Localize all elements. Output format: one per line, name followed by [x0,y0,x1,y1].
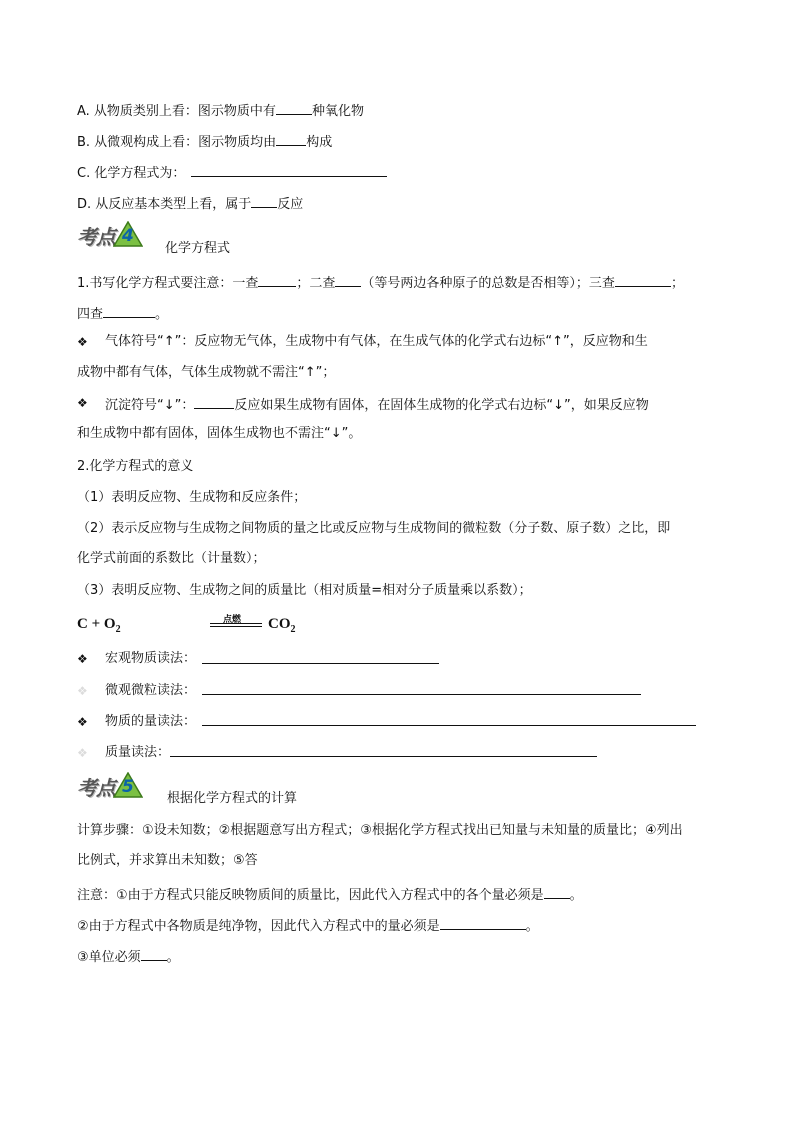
reading-mole-blank[interactable] [202,725,696,726]
note3-blank[interactable] [141,946,167,961]
item1-blank-4[interactable] [103,303,155,318]
item1-line1 [77,272,684,293]
item1-line2-prefix: 四查 [77,307,104,322]
meaning-3: （3）表明反应物、生成物之间的质量比（相对质量=相对分子质量乘以系数）； [77,583,532,598]
option-a [77,100,364,121]
gas-line2: 成物中都有气体，气体生成物就不需注“↑”； [77,365,336,380]
chemical-equation [77,612,296,636]
triangle-badge-icon [113,221,143,247]
section4-badge [77,221,165,247]
note2-prefix: ②由于方程式中各物质是纯净物，因此代入方程式中的量必须是 [77,919,440,934]
option-b-blank[interactable] [276,131,306,146]
note-3 [77,946,180,967]
precip-prefix: 沉淀符号“↓”： [105,398,195,413]
equation-left: $C + O_2$ [77,616,121,635]
option-a-suffix: 种氧化物 [311,104,364,119]
precip-blank[interactable] [194,394,234,409]
reading-macro-label: 宏观物质读法： [105,651,197,666]
steps-line2: 比例式，并求算出未知数；⑤答 [77,853,258,868]
item1-text-b: ；二查 [296,276,336,291]
steps-line1: 计算步骤：①设未知数；②根据题意写出方程式；③根据化学方程式找出已知量与未知量的质量比；④列出 [77,823,683,838]
meaning-title: 2.化学方程式的意义 [77,459,194,474]
item1-line2-suffix: 。 [155,307,169,322]
option-c [77,162,387,183]
option-b-suffix: 构成 [306,135,333,150]
bullet-icon: ❖ [77,335,88,349]
item1-text-a: 1.书写化学方程式要注意：一查 [77,276,259,291]
reading-mass-blank[interactable] [170,756,597,757]
item1-text-d: ； [670,276,684,291]
equation-arrow [210,623,262,627]
reading-mole-label: 物质的量读法： [105,714,197,729]
bullet-icon: ❖ [77,746,88,760]
note1-blank[interactable] [544,884,570,899]
precip-line1 [105,394,649,415]
section5-badge [77,772,165,798]
option-c-prefix: C. 化学方程式为： [77,166,186,181]
meaning-1: （1）表明反应物、生成物和反应条件； [77,490,307,505]
option-b [77,131,332,152]
section5-number: 5 [122,777,134,797]
note-2 [77,915,539,936]
item1-blank-3[interactable] [615,272,671,287]
precip-line2: 和生成物中都有固体，固体生成物也不需注“↓”。 [77,426,362,441]
option-d-suffix: 反应 [277,197,304,212]
option-a-blank[interactable] [276,100,312,115]
bullet-icon: ❖ [77,396,88,410]
note2-blank[interactable] [440,915,526,930]
note-1 [77,884,583,905]
option-b-prefix: B. 从微观构成上看：图示物质均由 [77,135,277,150]
section4-number: 4 [122,226,134,246]
item1-line2 [77,303,168,324]
option-d [77,193,303,214]
bullet-icon: ❖ [77,715,88,729]
reading-micro-blank[interactable] [202,694,641,695]
note1-suffix: 。 [569,888,583,903]
equation-right: $CO_2$ [268,616,296,635]
item1-blank-1[interactable] [258,272,296,287]
option-a-prefix: A. 从物质类别上看：图示物质中有 [77,104,276,119]
note2-suffix: 。 [525,919,539,934]
reading-micro-label: 微观微粒读法： [105,683,197,698]
meaning-2-line1: （2）表示反应物与生成物之间物质的量之比或反应物与生成物间的微粒数（分子数、原子数）之比，即 [77,521,671,536]
section4-title: 化学方程式 [165,241,231,256]
precip-suffix: 反应如果生成物有固体，在固体生成物的化学式右边标“↓”，如果反应物 [234,398,649,413]
section5-title: 根据化学方程式的计算 [167,791,298,806]
note3-prefix: ③单位必须 [77,950,141,965]
option-c-blank[interactable] [191,162,387,177]
option-d-blank[interactable] [251,193,277,208]
note1-prefix: 注意：①由于方程式只能反映物质间的质量比，因此代入方程式中的各个量必须是 [77,888,544,903]
reading-mass-label: 质量读法： [105,745,171,760]
meaning-2-line2: 化学式前面的系数比（计量数）； [77,551,266,566]
bullet-icon: ❖ [77,684,88,698]
note3-suffix: 。 [166,950,180,965]
equation-condition: 点燃 [223,615,242,625]
bullet-icon: ❖ [77,652,88,666]
reading-macro-blank[interactable] [202,663,439,664]
item1-text-c: （等号两边各种原子的总数是否相等）；三查 [361,276,615,291]
option-d-prefix: D. 从反应基本类型上看，属于 [77,197,252,212]
item1-blank-2[interactable] [335,272,361,287]
section5-badge-text: 考点 [77,776,115,800]
triangle-badge-icon [113,772,143,798]
section4-badge-text: 考点 [77,225,115,249]
gas-line1: 气体符号“↑”：反应物无气体，生成物中有气体，在生成气体的化学式右边标“↑”，反应物和生 [105,334,648,349]
